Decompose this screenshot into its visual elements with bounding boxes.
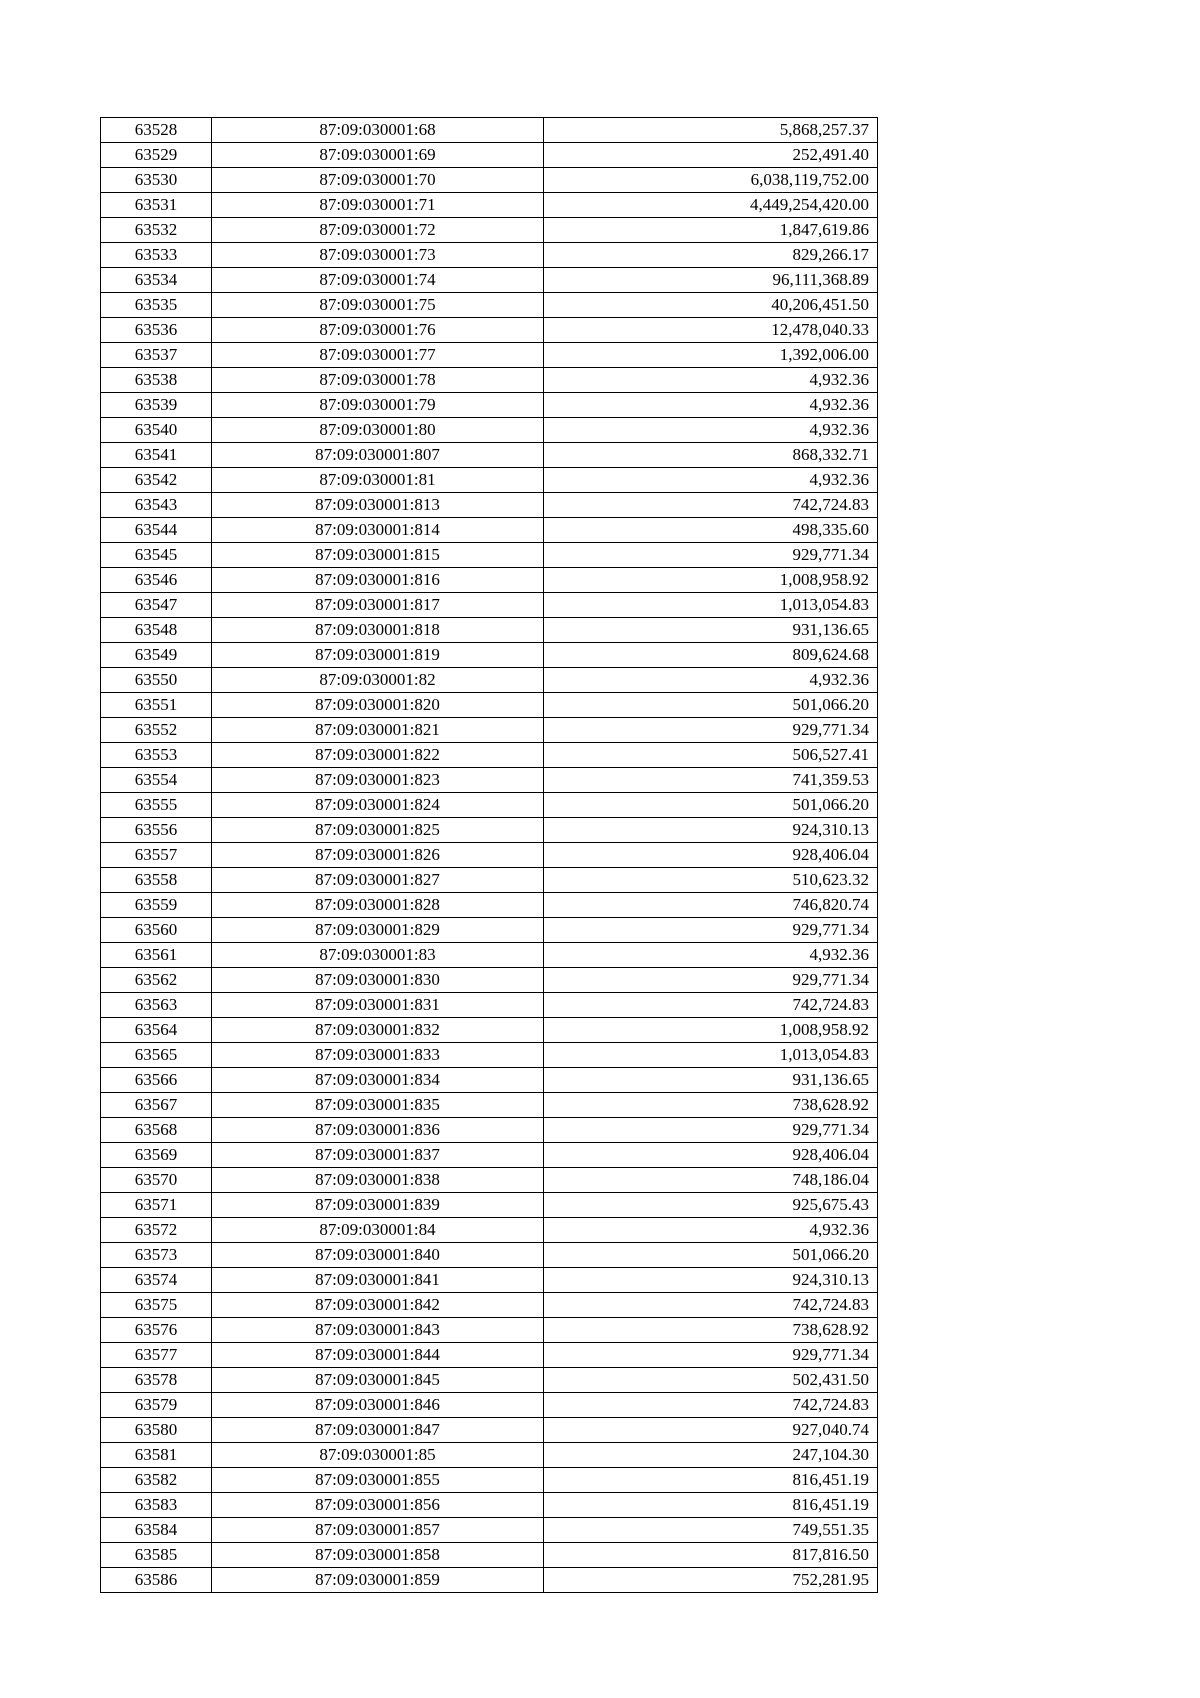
table-row [101, 218, 878, 243]
value-cell: 4,932.36 [544, 418, 878, 443]
cadastral-number-cell: 87:09:030001:844 [212, 1343, 544, 1368]
value-cell: 741,359.53 [544, 768, 878, 793]
cadastral-number-cell: 87:09:030001:83 [212, 943, 544, 968]
cadastral-number-cell: 87:09:030001:820 [212, 693, 544, 718]
table-row [101, 818, 878, 843]
cadastral-number-cell: 87:09:030001:838 [212, 1168, 544, 1193]
row-number-cell: 63559 [101, 893, 212, 918]
cadastral-number-cell: 87:09:030001:845 [212, 1368, 544, 1393]
table-row [101, 993, 878, 1018]
table-row [101, 1493, 878, 1518]
value-cell: 929,771.34 [544, 543, 878, 568]
value-cell: 929,771.34 [544, 968, 878, 993]
cadastral-number-cell: 87:09:030001:839 [212, 1193, 544, 1218]
row-number-cell: 63539 [101, 393, 212, 418]
cadastral-number-cell: 87:09:030001:831 [212, 993, 544, 1018]
cadastral-number-cell: 87:09:030001:815 [212, 543, 544, 568]
table-row [101, 143, 878, 168]
row-number-cell: 63562 [101, 968, 212, 993]
row-number-cell: 63531 [101, 193, 212, 218]
cadastral-number-cell: 87:09:030001:855 [212, 1468, 544, 1493]
value-cell: 4,932.36 [544, 368, 878, 393]
value-cell: 501,066.20 [544, 1243, 878, 1268]
table-row [101, 918, 878, 943]
cadastral-number-cell: 87:09:030001:73 [212, 243, 544, 268]
row-number-cell: 63547 [101, 593, 212, 618]
cadastral-number-cell: 87:09:030001:807 [212, 443, 544, 468]
row-number-cell: 63528 [101, 118, 212, 143]
cadastral-number-cell: 87:09:030001:818 [212, 618, 544, 643]
table-row [101, 468, 878, 493]
cadastral-number-cell: 87:09:030001:75 [212, 293, 544, 318]
value-cell: 817,816.50 [544, 1543, 878, 1568]
cadastral-number-cell: 87:09:030001:69 [212, 143, 544, 168]
table-row [101, 1268, 878, 1293]
row-number-cell: 63585 [101, 1543, 212, 1568]
cadastral-number-cell: 87:09:030001:856 [212, 1493, 544, 1518]
value-cell: 928,406.04 [544, 843, 878, 868]
cadastral-number-cell: 87:09:030001:832 [212, 1018, 544, 1043]
table-row [101, 1143, 878, 1168]
table-row [101, 293, 878, 318]
cadastral-number-cell: 87:09:030001:82 [212, 668, 544, 693]
value-cell: 929,771.34 [544, 718, 878, 743]
value-cell: 502,431.50 [544, 1368, 878, 1393]
table-row [101, 443, 878, 468]
table-row [101, 418, 878, 443]
table-row [101, 493, 878, 518]
cadastral-number-cell: 87:09:030001:858 [212, 1543, 544, 1568]
table-row [101, 843, 878, 868]
table-row [101, 618, 878, 643]
value-cell: 752,281.95 [544, 1568, 878, 1593]
cadastral-number-cell: 87:09:030001:68 [212, 118, 544, 143]
value-cell: 809,624.68 [544, 643, 878, 668]
row-number-cell: 63561 [101, 943, 212, 968]
cadastral-number-cell: 87:09:030001:846 [212, 1393, 544, 1418]
row-number-cell: 63564 [101, 1018, 212, 1043]
cadastral-number-cell: 87:09:030001:79 [212, 393, 544, 418]
value-cell: 1,013,054.83 [544, 1043, 878, 1068]
cadastral-number-cell: 87:09:030001:834 [212, 1068, 544, 1093]
row-number-cell: 63532 [101, 218, 212, 243]
table-row [101, 1018, 878, 1043]
value-cell: 1,013,054.83 [544, 593, 878, 618]
row-number-cell: 63557 [101, 843, 212, 868]
value-cell: 4,932.36 [544, 1218, 878, 1243]
row-number-cell: 63579 [101, 1393, 212, 1418]
table-row [101, 1518, 878, 1543]
cadastral-number-cell: 87:09:030001:81 [212, 468, 544, 493]
table-row [101, 118, 878, 143]
cadastral-number-cell: 87:09:030001:829 [212, 918, 544, 943]
row-number-cell: 63571 [101, 1193, 212, 1218]
value-cell: 742,724.83 [544, 493, 878, 518]
row-number-cell: 63568 [101, 1118, 212, 1143]
cadastral-number-cell: 87:09:030001:821 [212, 718, 544, 743]
table-row [101, 268, 878, 293]
cadastral-number-cell: 87:09:030001:817 [212, 593, 544, 618]
table-row [101, 1368, 878, 1393]
row-number-cell: 63548 [101, 618, 212, 643]
value-cell: 742,724.83 [544, 1393, 878, 1418]
cadastral-number-cell: 87:09:030001:828 [212, 893, 544, 918]
row-number-cell: 63535 [101, 293, 212, 318]
row-number-cell: 63566 [101, 1068, 212, 1093]
row-number-cell: 63542 [101, 468, 212, 493]
cadastral-number-cell: 87:09:030001:826 [212, 843, 544, 868]
value-cell: 868,332.71 [544, 443, 878, 468]
cadastral-number-cell: 87:09:030001:823 [212, 768, 544, 793]
table-row [101, 1343, 878, 1368]
table-row [101, 1568, 878, 1593]
cadastral-number-cell: 87:09:030001:840 [212, 1243, 544, 1268]
row-number-cell: 63550 [101, 668, 212, 693]
row-number-cell: 63552 [101, 718, 212, 743]
table-row [101, 968, 878, 993]
value-cell: 738,628.92 [544, 1318, 878, 1343]
table-row [101, 1543, 878, 1568]
row-number-cell: 63541 [101, 443, 212, 468]
row-number-cell: 63530 [101, 168, 212, 193]
row-number-cell: 63563 [101, 993, 212, 1018]
row-number-cell: 63546 [101, 568, 212, 593]
value-cell: 498,335.60 [544, 518, 878, 543]
table-row [101, 1168, 878, 1193]
cadastral-number-cell: 87:09:030001:77 [212, 343, 544, 368]
table-row [101, 743, 878, 768]
table-row [101, 718, 878, 743]
table-row [101, 1093, 878, 1118]
table-row [101, 1318, 878, 1343]
value-cell: 928,406.04 [544, 1143, 878, 1168]
row-number-cell: 63534 [101, 268, 212, 293]
table-row [101, 1218, 878, 1243]
table-row [101, 893, 878, 918]
value-cell: 501,066.20 [544, 793, 878, 818]
row-number-cell: 63565 [101, 1043, 212, 1068]
value-cell: 1,008,958.92 [544, 568, 878, 593]
table-row [101, 343, 878, 368]
cadastral-number-cell: 87:09:030001:859 [212, 1568, 544, 1593]
row-number-cell: 63586 [101, 1568, 212, 1593]
row-number-cell: 63536 [101, 318, 212, 343]
cadastral-number-cell: 87:09:030001:76 [212, 318, 544, 343]
row-number-cell: 63558 [101, 868, 212, 893]
cadastral-number-cell: 87:09:030001:843 [212, 1318, 544, 1343]
table-row [101, 943, 878, 968]
table-row [101, 168, 878, 193]
cadastral-number-cell: 87:09:030001:74 [212, 268, 544, 293]
row-number-cell: 63544 [101, 518, 212, 543]
value-cell: 816,451.19 [544, 1468, 878, 1493]
value-cell: 4,449,254,420.00 [544, 193, 878, 218]
value-cell: 501,066.20 [544, 693, 878, 718]
table-row [101, 593, 878, 618]
value-cell: 510,623.32 [544, 868, 878, 893]
cadastral-number-cell: 87:09:030001:825 [212, 818, 544, 843]
cadastral-number-cell: 87:09:030001:822 [212, 743, 544, 768]
row-number-cell: 63540 [101, 418, 212, 443]
value-cell: 252,491.40 [544, 143, 878, 168]
row-number-cell: 63583 [101, 1493, 212, 1518]
table-row [101, 693, 878, 718]
row-number-cell: 63577 [101, 1343, 212, 1368]
value-cell: 749,551.35 [544, 1518, 878, 1543]
table-row [101, 1443, 878, 1468]
cadastral-number-cell: 87:09:030001:819 [212, 643, 544, 668]
cadastral-number-cell: 87:09:030001:827 [212, 868, 544, 893]
value-cell: 925,675.43 [544, 1193, 878, 1218]
value-cell: 96,111,368.89 [544, 268, 878, 293]
cadastral-number-cell: 87:09:030001:830 [212, 968, 544, 993]
row-number-cell: 63555 [101, 793, 212, 818]
row-number-cell: 63572 [101, 1218, 212, 1243]
cadastral-number-cell: 87:09:030001:837 [212, 1143, 544, 1168]
value-cell: 816,451.19 [544, 1493, 878, 1518]
table-row [101, 368, 878, 393]
cadastral-number-cell: 87:09:030001:857 [212, 1518, 544, 1543]
row-number-cell: 63529 [101, 143, 212, 168]
value-cell: 738,628.92 [544, 1093, 878, 1118]
cadastral-number-cell: 87:09:030001:70 [212, 168, 544, 193]
table-row [101, 568, 878, 593]
table-row [101, 1393, 878, 1418]
table-body [101, 118, 878, 1593]
cadastral-number-cell: 87:09:030001:836 [212, 1118, 544, 1143]
table-row [101, 393, 878, 418]
row-number-cell: 63538 [101, 368, 212, 393]
row-number-cell: 63584 [101, 1518, 212, 1543]
cadastral-number-cell: 87:09:030001:833 [212, 1043, 544, 1068]
value-cell: 40,206,451.50 [544, 293, 878, 318]
cadastral-number-cell: 87:09:030001:71 [212, 193, 544, 218]
row-number-cell: 63582 [101, 1468, 212, 1493]
table-row [101, 1118, 878, 1143]
value-cell: 247,104.30 [544, 1443, 878, 1468]
row-number-cell: 63581 [101, 1443, 212, 1468]
row-number-cell: 63554 [101, 768, 212, 793]
row-number-cell: 63573 [101, 1243, 212, 1268]
value-cell: 5,868,257.37 [544, 118, 878, 143]
table-row [101, 193, 878, 218]
value-cell: 1,847,619.86 [544, 218, 878, 243]
row-number-cell: 63551 [101, 693, 212, 718]
cadastral-value-table [100, 117, 878, 1593]
table-row [101, 868, 878, 893]
value-cell: 12,478,040.33 [544, 318, 878, 343]
cadastral-number-cell: 87:09:030001:835 [212, 1093, 544, 1118]
row-number-cell: 63580 [101, 1418, 212, 1443]
table-row [101, 243, 878, 268]
cadastral-number-cell: 87:09:030001:816 [212, 568, 544, 593]
value-cell: 929,771.34 [544, 918, 878, 943]
table-row [101, 643, 878, 668]
value-cell: 929,771.34 [544, 1118, 878, 1143]
value-cell: 1,008,958.92 [544, 1018, 878, 1043]
value-cell: 927,040.74 [544, 1418, 878, 1443]
table-row [101, 1043, 878, 1068]
row-number-cell: 63575 [101, 1293, 212, 1318]
value-cell: 748,186.04 [544, 1168, 878, 1193]
cadastral-number-cell: 87:09:030001:842 [212, 1293, 544, 1318]
table-row [101, 793, 878, 818]
cadastral-number-cell: 87:09:030001:824 [212, 793, 544, 818]
cadastral-number-cell: 87:09:030001:841 [212, 1268, 544, 1293]
table-row [101, 543, 878, 568]
row-number-cell: 63533 [101, 243, 212, 268]
row-number-cell: 63549 [101, 643, 212, 668]
value-cell: 924,310.13 [544, 818, 878, 843]
row-number-cell: 63574 [101, 1268, 212, 1293]
value-cell: 6,038,119,752.00 [544, 168, 878, 193]
table-row [101, 1243, 878, 1268]
cadastral-number-cell: 87:09:030001:84 [212, 1218, 544, 1243]
row-number-cell: 63578 [101, 1368, 212, 1393]
table-row [101, 668, 878, 693]
table-row [101, 1418, 878, 1443]
cadastral-number-cell: 87:09:030001:813 [212, 493, 544, 518]
table-row [101, 1293, 878, 1318]
value-cell: 506,527.41 [544, 743, 878, 768]
row-number-cell: 63576 [101, 1318, 212, 1343]
cadastral-number-cell: 87:09:030001:85 [212, 1443, 544, 1468]
value-cell: 4,932.36 [544, 943, 878, 968]
cadastral-number-cell: 87:09:030001:847 [212, 1418, 544, 1443]
value-cell: 4,932.36 [544, 393, 878, 418]
table-row [101, 518, 878, 543]
value-cell: 931,136.65 [544, 1068, 878, 1093]
cadastral-number-cell: 87:09:030001:72 [212, 218, 544, 243]
row-number-cell: 63567 [101, 1093, 212, 1118]
row-number-cell: 63560 [101, 918, 212, 943]
cadastral-number-cell: 87:09:030001:80 [212, 418, 544, 443]
value-cell: 4,932.36 [544, 468, 878, 493]
table-row [101, 1193, 878, 1218]
table-row [101, 1468, 878, 1493]
row-number-cell: 63570 [101, 1168, 212, 1193]
value-cell: 4,932.36 [544, 668, 878, 693]
table-row [101, 768, 878, 793]
value-cell: 1,392,006.00 [544, 343, 878, 368]
row-number-cell: 63553 [101, 743, 212, 768]
value-cell: 742,724.83 [544, 993, 878, 1018]
cadastral-number-cell: 87:09:030001:814 [212, 518, 544, 543]
value-cell: 924,310.13 [544, 1268, 878, 1293]
value-cell: 746,820.74 [544, 893, 878, 918]
cadastral-number-cell: 87:09:030001:78 [212, 368, 544, 393]
table-row [101, 1068, 878, 1093]
table-row [101, 318, 878, 343]
value-cell: 931,136.65 [544, 618, 878, 643]
row-number-cell: 63545 [101, 543, 212, 568]
value-cell: 929,771.34 [544, 1343, 878, 1368]
row-number-cell: 63556 [101, 818, 212, 843]
value-cell: 742,724.83 [544, 1293, 878, 1318]
row-number-cell: 63569 [101, 1143, 212, 1168]
row-number-cell: 63537 [101, 343, 212, 368]
value-cell: 829,266.17 [544, 243, 878, 268]
row-number-cell: 63543 [101, 493, 212, 518]
